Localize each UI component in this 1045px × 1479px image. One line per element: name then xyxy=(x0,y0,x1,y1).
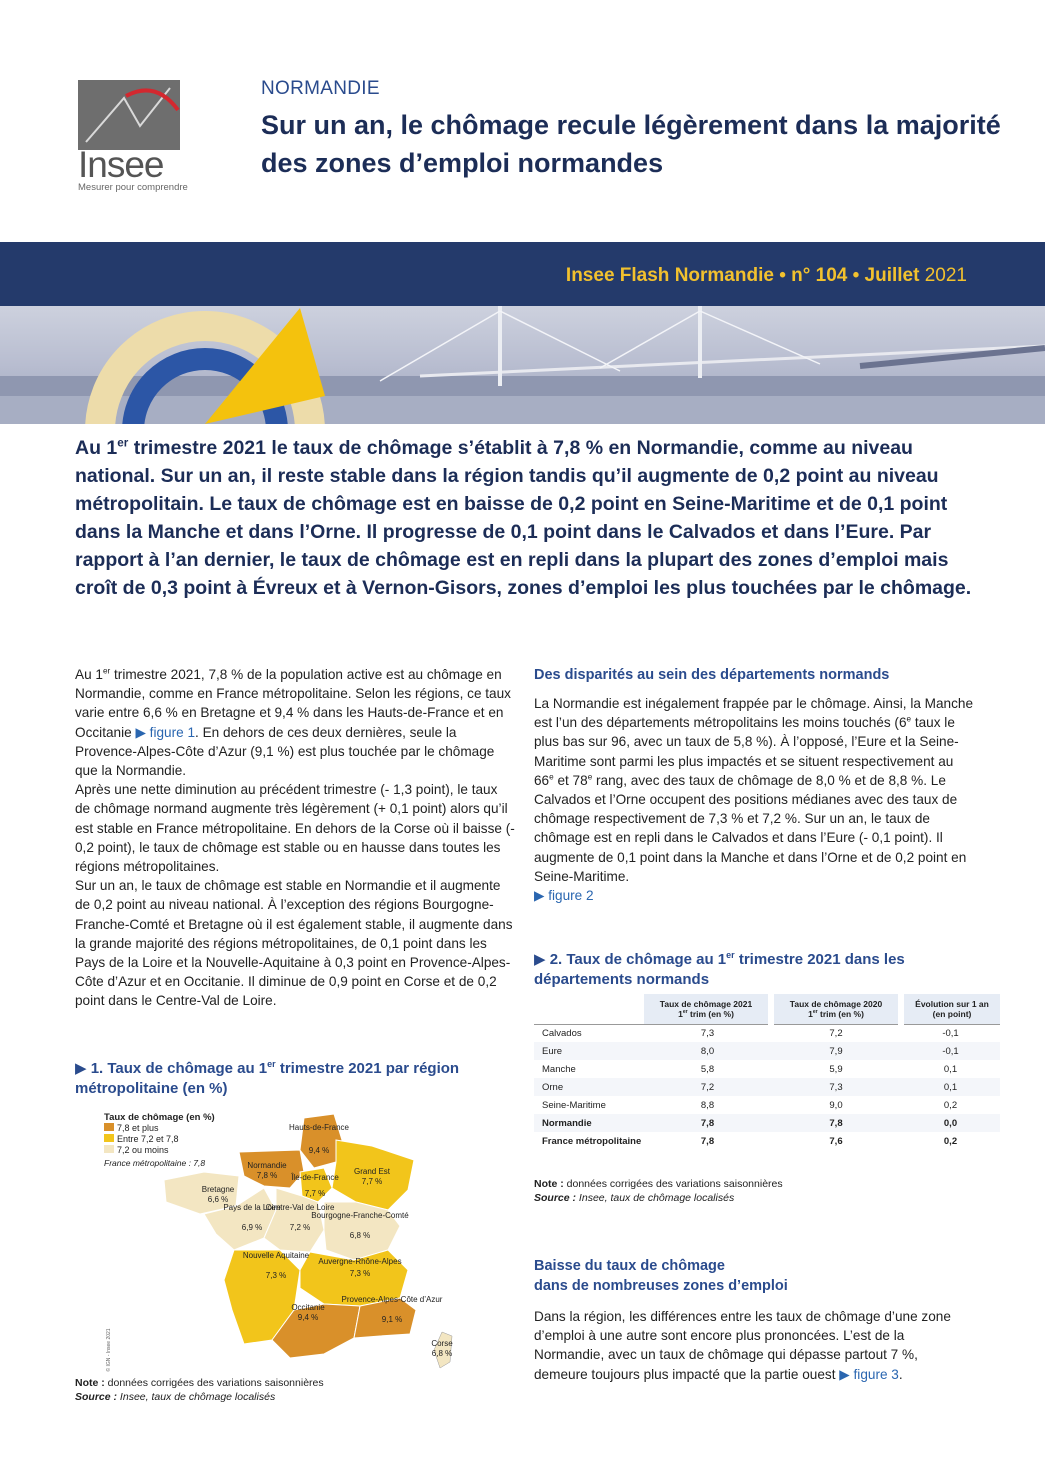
table-cell: 5,9 xyxy=(829,1063,843,1075)
table-cell: -0,1 xyxy=(942,1027,959,1039)
table-header xyxy=(534,994,1000,1024)
source-label: Source : xyxy=(75,1391,118,1403)
table-cell: Seine-Maritime xyxy=(542,1099,606,1111)
map-label: Occitanie xyxy=(291,1303,325,1312)
text: trimestre 2021, 7,8 % de la population active est au chômage en Normandie, comme en France métropolitaine. Selon les régions, ce taux varie entre 6,6 % en Bretagne et 9,4 % dans les Hauts-de-France et en Occitanie xyxy=(75,667,511,740)
note-label: Note : xyxy=(534,1178,564,1190)
table-cell: Normandie xyxy=(542,1117,592,1129)
header-l1: Taux de chômage 2020 xyxy=(789,998,883,1009)
table-cell: 7,3 xyxy=(829,1081,843,1093)
table-cell: 0,1 xyxy=(943,1063,958,1075)
h-b: trim (en %) xyxy=(687,1008,734,1019)
header-l2: (en point) xyxy=(932,1008,972,1019)
sup: er xyxy=(726,950,735,960)
map-value: 7,8 % xyxy=(256,1171,278,1180)
text: trimestre 2021 dans les départements normands xyxy=(534,951,905,988)
text: rang, avec des taux de chômage de 8,0 % et de 8,8 %. Le Calvados et l’Orne occupent des positions médianes avec des taux de chômage respectivement de 7,3 % et 7,2 %. Sur un an, le taux de chômage est en repli dans le Calvados et dans l’Eure (- 0,1 point). Il augmente de 0,1 point dans la Manche et dans l’Orne et de 0,2 point en Seine-Maritime. xyxy=(534,772,967,884)
map-value: 6,8 % xyxy=(431,1349,453,1358)
h-s: er xyxy=(812,1008,818,1015)
map-value: 6,9 % xyxy=(241,1223,263,1232)
section-heading-disparites: Des disparités au sein des départements normands xyxy=(534,667,890,683)
table-cell: 7,2 xyxy=(700,1081,715,1093)
text: . En dehors de ces deux dernières, seule la Provence-Alpes-Côte d’Azur (9,1 %) est plus touchée par le chômage que la Normandie. xyxy=(75,724,495,779)
region-label: NORMANDIE xyxy=(261,78,380,99)
map-value: 9,4 % xyxy=(308,1146,330,1155)
figure3-link[interactable]: ▶ figure 3 xyxy=(839,1366,899,1382)
figure2-title xyxy=(534,950,974,990)
table-cell: 9,0 xyxy=(829,1099,843,1111)
legend-label: 7,8 et plus xyxy=(117,1123,159,1133)
text: taux le plus bas sur 96, avec un taux de 5,8 %). À l’opposé, l’Eure et la Seine-Maritime sont parmi les plus impactés et se situent respectivement au 66 xyxy=(534,715,959,788)
table-cell: 7,9 xyxy=(829,1045,843,1057)
right-paragraph-2 xyxy=(534,1307,974,1384)
table-cell: Eure xyxy=(542,1045,563,1057)
table-cell: 7,8 xyxy=(700,1135,715,1147)
table-cell: -0,1 xyxy=(942,1045,959,1057)
text: et 78 xyxy=(553,772,588,788)
table-cell: Calvados xyxy=(542,1027,582,1039)
intro-summary xyxy=(75,434,975,602)
table-cell: 0,0 xyxy=(943,1117,958,1129)
text: ▶ 1. Taux de chômage au 1 xyxy=(75,1060,268,1077)
map-label: Centre-Val de Loire xyxy=(265,1203,335,1212)
sup: er xyxy=(267,1059,276,1069)
source-label: Source : xyxy=(534,1192,577,1204)
legend-title: Taux de chômage (en %) xyxy=(104,1112,215,1123)
text: Au 1 xyxy=(75,667,103,682)
text: ▶ 2. Taux de chômage au 1 xyxy=(534,951,727,968)
table-row xyxy=(534,1114,1000,1132)
paragraph xyxy=(75,665,515,780)
source-line xyxy=(534,1191,974,1205)
table-cell: 7,3 xyxy=(700,1027,715,1039)
map-label: Nouvelle Aquitaine xyxy=(242,1251,310,1260)
table-cell: 7,8 xyxy=(829,1117,843,1129)
sup: e xyxy=(549,772,554,782)
logo-emblem xyxy=(78,80,180,150)
sup: e xyxy=(906,714,912,724)
logo-tagline: Mesurer pour comprendre xyxy=(78,182,188,193)
map-label: Corse xyxy=(431,1339,453,1348)
banner-photo xyxy=(0,306,1045,424)
source-text: Insee, taux de chômage localisés xyxy=(576,1192,735,1204)
text: trimestre 2021 par région métropolitaine (en %) xyxy=(75,1060,460,1097)
page-title: Sur un an, le chômage recule légèrement dans la majorité des zones d’emploi normandes xyxy=(261,110,1001,178)
note-label: Note : xyxy=(75,1377,105,1389)
right-paragraph-1 xyxy=(534,694,974,905)
map-value: 7,7 % xyxy=(304,1189,326,1198)
sup: er xyxy=(102,666,111,676)
map-label: Pays de la Loire xyxy=(223,1203,281,1212)
section-heading-baisse: Baisse du taux de chômage dans de nombreuses zones d’emploi xyxy=(534,1258,788,1294)
map-value: 6,8 % xyxy=(349,1231,371,1240)
insee-logo xyxy=(78,80,188,193)
table-cell: Manche xyxy=(542,1063,576,1075)
figure2-notes xyxy=(534,1177,974,1205)
map-value: 7,3 % xyxy=(265,1271,287,1280)
table-row xyxy=(534,1042,1000,1060)
table-row xyxy=(534,1060,1000,1078)
table-cell: 8,8 xyxy=(700,1099,715,1111)
map-label: Normandie xyxy=(247,1161,287,1170)
source-line xyxy=(75,1390,515,1404)
publication-name: Insee Flash Normandie • n° 104 • Juillet xyxy=(565,265,920,286)
note-line xyxy=(534,1177,974,1191)
note-text: données corrigées des variations saisonnières xyxy=(104,1377,324,1389)
sup: e xyxy=(587,772,593,782)
header-col xyxy=(771,994,901,1024)
table-cell: 0,2 xyxy=(943,1099,958,1111)
france-map xyxy=(104,1110,464,1380)
map-value: 6,6 % xyxy=(207,1195,229,1204)
map-label: Bourgogne-Franche-Comté xyxy=(311,1211,409,1220)
source-text: Insee, taux de chômage localisés xyxy=(117,1391,276,1403)
map-copyright: © IGN - Insee 2021 xyxy=(106,1328,112,1372)
map-value: 9,1 % xyxy=(381,1315,403,1324)
map-label: Hauts-de-France xyxy=(288,1123,350,1132)
note-line xyxy=(75,1376,515,1390)
table-row xyxy=(534,1132,1000,1150)
map-value: 9,4 % xyxy=(297,1313,319,1322)
h-a: 1 xyxy=(678,1008,683,1019)
map-value: 7,2 % xyxy=(289,1223,311,1232)
h-s: er xyxy=(682,1008,688,1015)
intro-text-b: trimestre 2021 le taux de chômage s’établit à 7,8 % en Normandie, comme au niveau national. Sur un an, il reste stable dans la région tandis qu’il augmente de 0,2 point au niveau métropolitain. Le taux de chômage est en baisse de 0,2 point en Seine-Maritime et de 0,1 point dans la Manche et dans l’Orne. Il progresse de 0,1 point dans le Calvados et dans l’Eure. Par rapport à l’an dernier, le taux de chômage est en repli dans la plupart des zones d’emploi mais croît de 0,3 point à Évreux et à Vernon-Gisors, zones d’emploi les plus touchées par le chômage. xyxy=(75,437,972,599)
logo-wordmark: Insee xyxy=(78,144,164,185)
header-empty xyxy=(534,994,644,1024)
national-rate: France métropolitaine : 7,8 xyxy=(104,1158,206,1168)
table-cell: France métropolitaine xyxy=(542,1135,642,1147)
header-l1: Évolution sur 1 an xyxy=(915,998,989,1009)
map-value: 7,7 % xyxy=(361,1177,383,1186)
intro-sup: er xyxy=(117,436,129,450)
note-text: données corrigées des variations saisonnières xyxy=(563,1178,783,1190)
publication-info xyxy=(566,265,967,287)
table-cell: 0,1 xyxy=(943,1081,958,1093)
h-b: trim (en %) xyxy=(817,1008,864,1019)
header-col xyxy=(644,994,771,1024)
table-cell: 7,6 xyxy=(829,1135,843,1147)
figure1-link[interactable]: ▶ figure 1 xyxy=(135,724,196,740)
intro-text-a: Au 1 xyxy=(75,437,118,459)
map-label: Auvergne-Rhône-Alpes xyxy=(318,1257,402,1266)
figure1-title xyxy=(75,1059,515,1099)
text: Dans la région, les différences entre les taux de chômage d’une zone d’emploi à une autre sont encore plus prononcées. L’est de la Normandie, avec un taux de chômage qui dépasse partout 7 %, demeure toujours plus impacté que la partie ouest xyxy=(534,1309,951,1382)
table-cell: 5,8 xyxy=(700,1063,715,1075)
publication-year: 2021 xyxy=(924,265,967,286)
table-cell: 8,0 xyxy=(700,1045,715,1057)
figure2-link[interactable]: ▶ figure 2 xyxy=(534,888,594,904)
paragraph: Après une nette diminution au précédent trimestre (- 1,3 point), le taux de chômage normand augmente très légèrement (+ 0,1 point) alors qu’il est stable en France métropolitaine. En dehors de la Corse où il baisse (- 0,2 point), le taux de chômage est stable ou en hausse dans toutes les régions métropolitaines. xyxy=(75,782,515,875)
table-row xyxy=(534,1024,1000,1042)
table-row xyxy=(534,1096,1000,1114)
header-col xyxy=(901,994,1000,1024)
table-cell: 7,2 xyxy=(829,1027,843,1039)
h-a: 1 xyxy=(808,1008,813,1019)
map-label: Grand Est xyxy=(353,1167,391,1176)
text: . xyxy=(898,1366,903,1382)
legend-label: Entre 7,2 et 7,8 xyxy=(117,1134,179,1144)
table-cell: 7,8 xyxy=(700,1117,715,1129)
table-cell: 0,2 xyxy=(943,1135,958,1147)
map-value: 7,3 % xyxy=(349,1269,371,1278)
header-l1: Taux de chômage 2021 xyxy=(659,998,753,1009)
map-label: Île-de-France xyxy=(291,1173,339,1182)
figure2-table xyxy=(534,994,1000,1150)
figure1-notes xyxy=(75,1376,515,1404)
legend-label: 7,2 ou moins xyxy=(117,1145,169,1155)
paragraph: Sur un an, le taux de chômage est stable en Normandie et il augmente de 0,2 point au niveau national. À l’exception des régions Bourgogne-Franche-Comté et Bretagne où il est également stable, il augmente dans la grande majorité des régions métropolitaines, de 0,1 point dans les Pays de la Loire et la Nouvelle-Aquitaine à 0,3 point en Provence-Alpes-Côte d’Azur et en Occitanie. Il diminue de 0,9 point en Corse et de 0,2 point dans le Centre-Val de Loire. xyxy=(75,878,513,1009)
map-label: Bretagne xyxy=(201,1185,235,1194)
table-body xyxy=(534,1024,1000,1150)
left-column xyxy=(75,665,515,1011)
map-label: Provence-Alpes-Côte d’Azur xyxy=(341,1295,443,1304)
text: La Normandie est inégalement frappée par le chômage. Ainsi, la Manche est l’un des départements métropolitains les moins touchés (6 xyxy=(534,696,974,731)
table-row xyxy=(534,1078,1000,1096)
table-cell: Orne xyxy=(542,1081,564,1093)
